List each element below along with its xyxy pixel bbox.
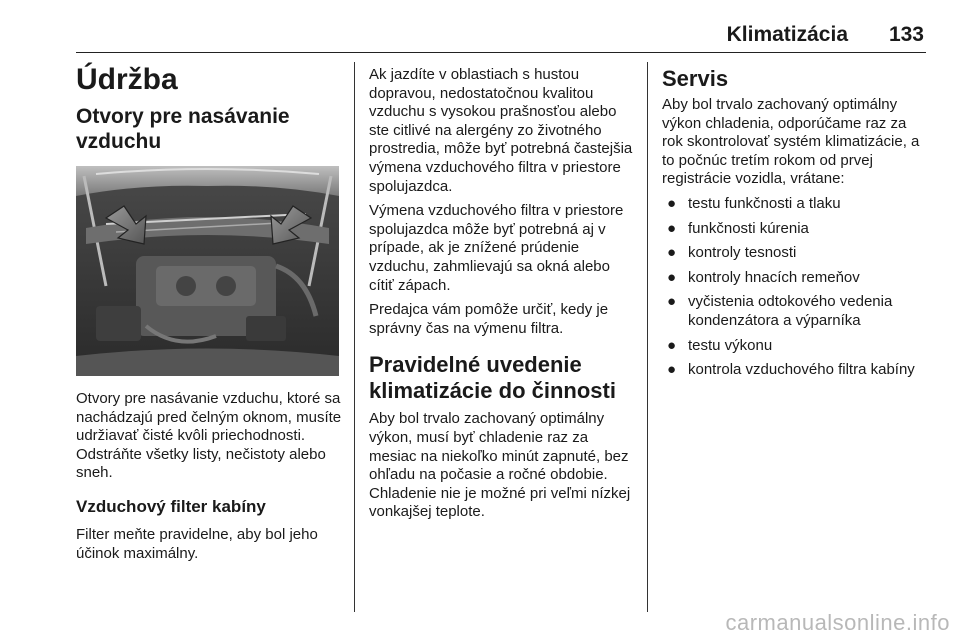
list-item: ● funkčnosti kúrenia: [667, 219, 809, 237]
list-item: ● kontroly tesnosti: [667, 244, 797, 262]
list-item: ● vyčistenia odtokového vedenia kondenzátora a výparníka: [667, 293, 893, 329]
bullet-icon: ●: [667, 244, 677, 262]
watermark: carmanualsonline.info: [725, 610, 950, 635]
list-item: ● testu výkonu: [667, 336, 773, 354]
subsection-title-air-intake: Otvory pre nasávanie vzduchu: [76, 105, 290, 153]
list-item: ● kontroly hnacích remeňov: [667, 268, 860, 286]
bullet-icon: ●: [667, 219, 677, 237]
chapter-title: Klimatizácia: [726, 23, 848, 46]
service-paragraph: Aby bol trvalo zachovaný optimálny výkon chladenia, odporúčame raz za rok skontrolovať systém klimatizácie, a to počnúc tretím rokom od prvej registrácie vozidla, vrátane:: [662, 96, 920, 188]
service-title: Servis: [662, 66, 729, 91]
bullet-icon: ●: [667, 361, 677, 379]
page-header: [76, 18, 926, 53]
page-number: 133: [888, 23, 924, 46]
bullet-icon: ●: [667, 268, 677, 286]
regular-operation-paragraph: Aby bol trvalo zachovaný optimálny výkon, musí byť chladenie raz za mesiac na niekoľko minút zapnuté, bez ohľadu na počasie a ročné obdobie. Chladenie nie je možné pri veľmi nízkej vonkajšej teplote.: [369, 410, 631, 521]
filter-replacement-paragraph: Výmena vzduchového filtra v priestore spolujazdca môže byť potrebná aj v prípade, ak je znížené prúdenie vzduchu, zahmlievajú sa okná alebo cítiť zápach.: [369, 202, 624, 294]
column-2: [369, 62, 633, 522]
bullet-icon: ●: [667, 293, 677, 311]
list-item: ● kontrola vzduchového filtra kabíny: [667, 361, 915, 379]
air-intake-paragraph: Otvory pre nasávanie vzduchu, ktoré sa nachádzajú pred čelným oknom, musíte udržiavať čisté kvôli priechodnosti. Odstráňte všetky listy, nečistoty alebo sneh.: [76, 390, 342, 482]
service-checklist: [662, 195, 928, 380]
bullet-icon: ●: [667, 194, 677, 212]
dealer-help-paragraph: Predajca vám pomôže určiť, kedy je správny čas na výmenu filtra.: [369, 301, 609, 337]
cabin-filter-paragraph: Filter meňte pravidelne, aby bol jeho účinok maximálny.: [76, 525, 318, 562]
column-1: [76, 62, 342, 563]
regular-operation-title: Pravidelné uvedenie klimatizácie do činnosti: [369, 352, 616, 404]
column-divider-1: [354, 62, 355, 612]
column-divider-2: [647, 62, 648, 612]
section-title-udrzba: Údržba: [76, 63, 178, 96]
engine-bay-photo: [76, 166, 339, 376]
list-item: ● testu funkčnosti a tlaku: [667, 194, 841, 212]
cabin-filter-title: Vzduchový filter kabíny: [76, 496, 266, 516]
bullet-icon: ●: [667, 336, 677, 354]
heavy-traffic-paragraph: Ak jazdíte v oblastiach s hustou dopravou, nedostatočnou kvalitou vzduchu s vysokou prašnosťou alebo ste citlivé na alergény zo životného prostredia, môže byť potrebná častejšia výmena vzduchového filtra v priestore spolujazdca.: [369, 66, 633, 195]
column-3: [662, 62, 928, 386]
